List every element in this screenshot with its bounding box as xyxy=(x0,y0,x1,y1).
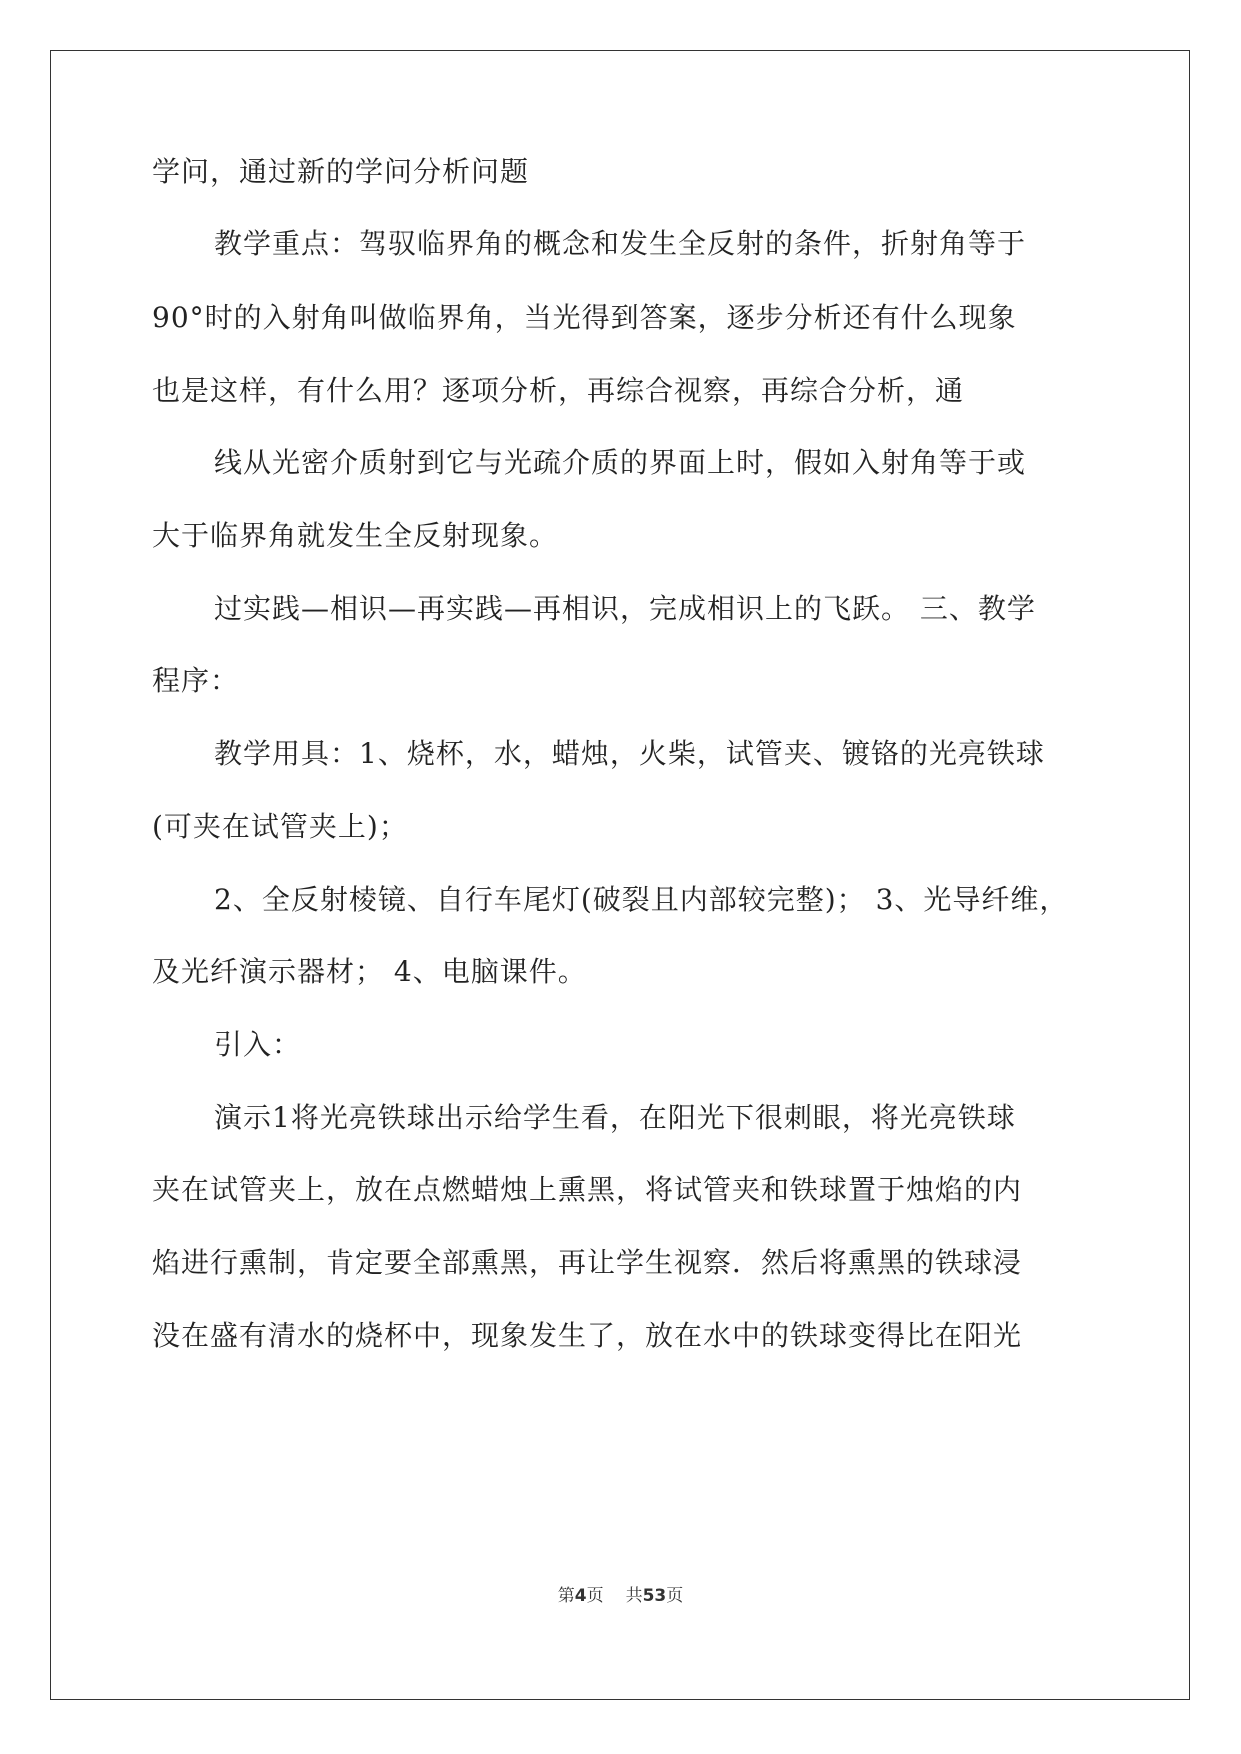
page-suffix: 页 xyxy=(586,1586,604,1606)
text-line: 过实践—相识—再实践—再相识，完成相识上的飞跃。 三、教学 xyxy=(214,592,1036,625)
text-line: 学问，通过新的学问分析问题 xyxy=(152,155,530,188)
text-line: 引入： xyxy=(214,1028,302,1061)
text-line: 大于临界角就发生全反射现象。 xyxy=(152,519,559,552)
text-line: 演示1将光亮铁球出示给学生看，在阳光下很刺眼，将光亮铁球 xyxy=(214,1101,1016,1134)
text-line: 夹在试管夹上，放在点燃蜡烛上熏黑，将试管夹和铁球置于烛焰的内 xyxy=(152,1173,1023,1206)
page-prefix: 第 xyxy=(557,1586,575,1606)
text-line: 教学重点：驾驭临界角的概念和发生全反射的条件，折射角等于 xyxy=(214,227,1027,260)
page-footer xyxy=(0,1584,1241,1608)
text-line: 教学用具：1、烧杯，水，蜡烛，火柴，试管夹、镀铬的光亮铁球 xyxy=(214,737,1045,770)
text-line: 及光纤演示器材； 4、电脑课件。 xyxy=(152,955,587,988)
total-suffix: 页 xyxy=(666,1586,684,1606)
text-line: 线从光密介质射到它与光疏介质的界面上时，假如入射角等于或 xyxy=(214,446,1027,479)
current-page-number: 4 xyxy=(574,1586,587,1606)
total-prefix: 共 xyxy=(625,1586,643,1606)
text-line: 焰进行熏制，肯定要全部熏黑，再让学生视察．然后将熏黑的铁球浸 xyxy=(152,1246,1023,1279)
text-line: 程序： xyxy=(152,664,240,697)
total-page-count: 53 xyxy=(642,1586,667,1606)
text-line: 没在盛有清水的烧杯中，现象发生了，放在水中的铁球变得比在阳光 xyxy=(152,1319,1023,1352)
text-line: 90°时的入射角叫做临界角，当光得到答案，逐步分析还有什么现象 xyxy=(152,301,1017,334)
text-line: (可夹在试管夹上)； xyxy=(152,810,408,843)
text-line: 2、全反射棱镜、自行车尾灯(破裂且内部较完整)； 3、光导纤维， xyxy=(214,883,1069,916)
text-line: 也是这样，有什么用？逐项分析，再综合视察，再综合分析，通 xyxy=(152,374,965,407)
